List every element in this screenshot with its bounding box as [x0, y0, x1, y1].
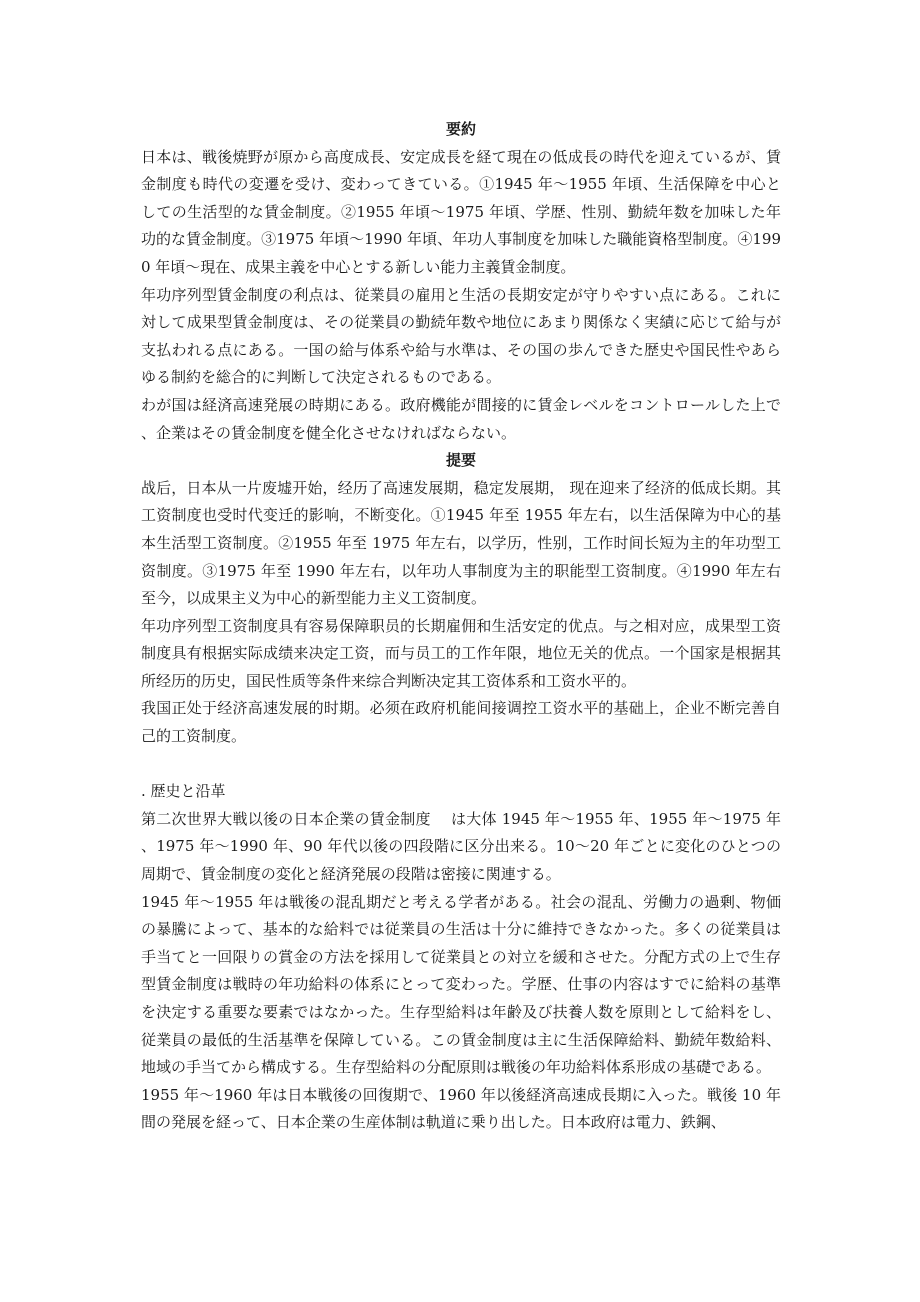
history-paragraph-1: 第二次世界大戦以後の日本企業の賃金制度 は大体 1945 年～1955 年、1955 年～1975 年、1975 年～1990 年、90 年代以後の四段階に区分出来る。10～20 年ごとに変化のひとつの周期で、賃金制度の変化と経済発展の段階は密接に関連する。 [141, 809, 781, 884]
history-section [141, 778, 781, 1137]
section-spacer [141, 751, 781, 779]
summary-japanese-paragraph-2: 年功序列型賃金制度の利点は、従業員の雇用と生活の長期安定が守りやすい点にある。これに対して成果型賃金制度は、その従業員の勤続年数や地位にあまり関係なく実績に応じて給与が支払われる点にある。一国の給与体系や給与水準は、その国の歩んできた歴史や国民性やあらゆる制約を総合的に判断して決定されるものである。 [141, 285, 781, 387]
history-paragraph-2: 1945 年～1955 年は戦後の混乱期だと考える学者がある。社会の混乱、労働力の過剰、物価の暴騰によって、基本的な給料では従業員の生活は十分に維持できなかった。多くの従業員は手当てと一回限りの賞金の方法を採用して従業員との対立を緩和させた。分配方式の上で生存型賃金制度は戦時の年功給料の体系にとって変わった。学歴、仕事の内容はすでに給料の基準を決定する重要な要素ではなかった。生存型給料は年齢及び扶養人数を原則として給料をし、従業員の最低的生活基準を保障している。この賃金制度は主に生活保障給料、勤続年数給料、地域の手当てから構成する。生存型給料の分配原則は戦後の年功給料体系形成の基礎である。 [141, 892, 781, 1077]
summary-chinese [141, 447, 781, 751]
summary-chinese-paragraph-2: 年功序列型工资制度具有容易保障职员的长期雇佣和生活安定的优点。与之相对应，成果型工资制度具有根据实际成绩来决定工资，而与员工的工作年限，地位无关的优点。一个国家是根据其所经历的历史，国民性质等条件来综合判断决定其工资体系和工资水平的。 [141, 616, 781, 690]
summary-japanese-paragraph-3: わが国は経済高速発展の時期にある。政府機能が間接的に賃金レベルをコントロールした上で、企業はその賃金制度を健全化させなければならない。 [141, 395, 781, 442]
summary-japanese-paragraph-1: 日本は、戦後焼野が原から高度成長、安定成長を経て現在の低成長の時代を迎えているが、賃金制度も時代の変遷を受け、変わってきている。①1945 年～1955 年頃、生活保障を中心としての生活型的な賃金制度。②1955 年頃～1975 年頃、学歴、性別、勤続年数を加味した年功的な賃金制度。③1975 年頃～1990 年頃、年功人事制度を加味した職能資格型制度。④1990 年頃～現在、成果主義を中心とする新しい能力主義賃金制度。 [141, 147, 781, 276]
summary-chinese-heading: 提要 [445, 451, 476, 470]
summary-chinese-paragraph-3: 我国正处于经济高速发展的时期。必须在政府机能间接调控工资水平的基础上，企业不断完善自己的工资制度。 [141, 699, 781, 746]
history-paragraph-3: 1955 年～1960 年は日本戦後の回復期で、1960 年以後経済高速成長期に入った。戦後 10 年間の発展を経って、日本企業の生産体制は軌道に乗り出した。日本政府は電力、鉄鋼、 [141, 1085, 781, 1132]
summary-japanese [141, 116, 781, 447]
summary-japanese-heading: 要約 [445, 120, 476, 138]
summary-chinese-paragraph-1: 战后，日本从一片废墟开始，经历了高速发展期，稳定发展期， 现在迎来了经济的低成长期。其工资制度也受时代变迁的影响，不断变化。①1945 年至 1955 年左右，以生活保障为中心的基本生活型工资制度。②1955 年至 1975 年左右，以学历，性别，工作时间长短为主的年功型工资制度。③1975 年至 1990 年左右，以年功人事制度为主的职能型工资制度。④1990 年左右至今，以成果主义为中心的新型能力主义工资制度。 [141, 478, 781, 608]
document-page [141, 116, 781, 1137]
history-heading: . 歴史と沿革 [141, 782, 226, 801]
